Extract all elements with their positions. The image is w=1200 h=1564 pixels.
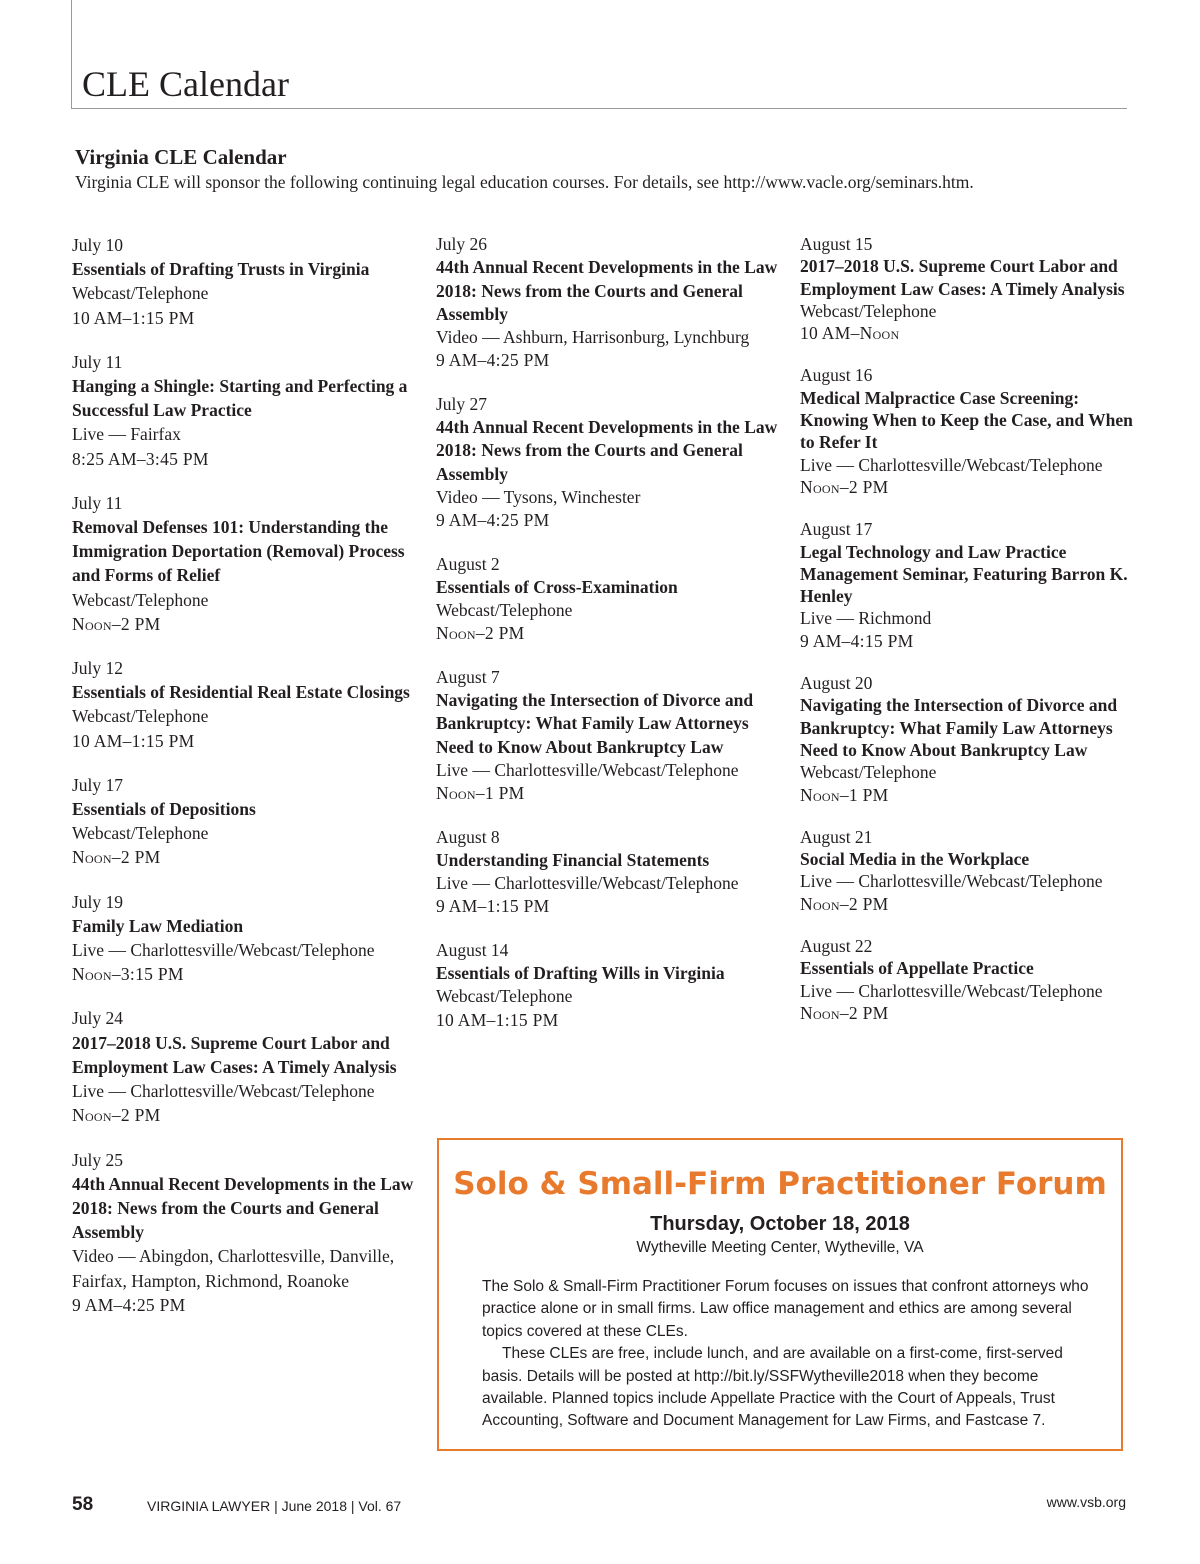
event-date: July 11 — [72, 492, 123, 513]
event-time: Noon–3:15 PM — [72, 964, 184, 985]
event-format: Live — Charlottesville/Webcast/Telephone — [800, 871, 1103, 892]
forum-title: Solo & Small-Firm Practitioner Forum — [453, 1166, 1107, 1202]
calendar-event — [436, 666, 786, 806]
event-time: Noon–2 PM — [436, 623, 525, 644]
event-time: 9 AM–4:25 PM — [72, 1294, 186, 1315]
event-time: Noon–2 PM — [800, 893, 889, 914]
event-format: Live — Richmond — [800, 608, 932, 629]
event-format: Webcast/Telephone — [436, 986, 573, 1007]
event-time: 10 AM–1:15 PM — [436, 1009, 559, 1030]
event-date: August 7 — [436, 666, 500, 687]
event-title: Removal Defenses 101: Understanding the Immigration Deportation (Removal) Process and Forms of Relief — [72, 517, 405, 586]
forum-body — [482, 1276, 1091, 1433]
header-left-rule — [71, 0, 72, 108]
calendar-event — [72, 233, 417, 330]
calendar-event — [72, 1006, 417, 1127]
event-format: Live — Charlottesville/Webcast/Telephone — [72, 940, 375, 961]
event-title: 44th Annual Recent Developments in the Law 2018: News from the Courts and General Assembly — [436, 417, 778, 484]
event-time: 8:25 AM–3:45 PM — [72, 448, 209, 469]
forum-announcement-box — [437, 1138, 1123, 1451]
event-date: July 26 — [436, 234, 488, 254]
footer-url: www.vsb.org — [1046, 1494, 1126, 1510]
calendar-event — [800, 672, 1145, 806]
event-title: Medical Malpractice Case Screening: Knowing When to Keep the Case, and When to Refer It — [800, 387, 1133, 453]
event-title: Social Media in the Workplace — [800, 849, 1030, 870]
page-number: 58 — [72, 1494, 94, 1515]
event-title: 44th Annual Recent Developments in the Law 2018: News from the Courts and General Assembly — [72, 1173, 414, 1243]
event-title: Navigating the Intersection of Divorce and Bankruptcy: What Family Law Attorneys Need to Know About Bankruptcy Law — [800, 695, 1118, 760]
event-date: August 16 — [800, 365, 873, 386]
calendar-event — [800, 826, 1145, 915]
calendar-event — [800, 935, 1145, 1024]
event-time: Noon–2 PM — [72, 613, 161, 634]
event-title: Navigating the Intersection of Divorce and Bankruptcy: What Family Law Attorneys Need to Know About Bankruptcy Law — [436, 690, 754, 757]
event-date: August 8 — [436, 826, 500, 847]
event-title: Essentials of Cross-Examination — [436, 576, 678, 597]
event-date: August 21 — [800, 826, 873, 847]
calendar-event — [436, 393, 786, 533]
event-date: August 22 — [800, 936, 873, 957]
event-date: August 20 — [800, 673, 873, 694]
event-title: Essentials of Depositions — [72, 799, 256, 820]
event-title: 2017–2018 U.S. Supreme Court Labor and Employment Law Cases: A Timely Analysis — [72, 1032, 397, 1077]
calendar-event — [800, 233, 1145, 344]
calendar-event — [800, 364, 1145, 498]
event-date: July 10 — [72, 235, 124, 255]
event-format: Webcast/Telephone — [72, 706, 209, 727]
section-intro: Virginia CLE will sponsor the following continuing legal education courses. For details, see http://www.vacle.org/seminars.htm. — [75, 172, 974, 192]
header-divider — [71, 108, 1127, 109]
event-date: July 25 — [72, 1149, 124, 1170]
event-title: Legal Technology and Law Practice Management Seminar, Featuring Barron K. Henley — [800, 541, 1128, 607]
event-date: July 24 — [72, 1008, 124, 1029]
event-time: 10 AM–1:15 PM — [72, 730, 195, 751]
event-time: Noon–2 PM — [72, 847, 161, 868]
calendar-event — [72, 1148, 417, 1317]
event-date: August 14 — [436, 939, 509, 960]
event-format: Webcast/Telephone — [72, 823, 209, 844]
event-format: Webcast/Telephone — [72, 283, 209, 304]
event-title: Family Law Mediation — [72, 915, 244, 936]
event-time: 9 AM–4:25 PM — [436, 350, 550, 371]
event-format: Webcast/Telephone — [72, 589, 209, 610]
calendar-event — [72, 773, 417, 870]
calendar-event — [72, 350, 417, 471]
event-format: Live — Charlottesville/Webcast/Telephone — [436, 873, 739, 894]
event-format: Video — Ashburn, Harrisonburg, Lynchburg — [436, 327, 750, 348]
event-time: Noon–2 PM — [800, 1002, 889, 1023]
calendar-event — [436, 939, 786, 1032]
event-time: 9 AM–4:25 PM — [436, 510, 550, 531]
publication-info: VIRGINIA LAWYER | June 2018 | Vol. 67 — [147, 1498, 402, 1514]
event-title: 44th Annual Recent Developments in the Law 2018: News from the Courts and General Assembly — [436, 257, 778, 324]
event-format: Live — Charlottesville/Webcast/Telephone — [800, 454, 1103, 475]
event-date: July 27 — [436, 393, 488, 414]
event-title: Essentials of Drafting Trusts in Virginia — [72, 259, 370, 280]
calendar-event — [800, 518, 1145, 652]
event-time: 9 AM–1:15 PM — [436, 896, 550, 917]
event-date: July 17 — [72, 774, 124, 795]
event-time: Noon–2 PM — [800, 476, 889, 497]
event-format: Webcast/Telephone — [436, 600, 573, 621]
calendar-column-1 — [72, 233, 417, 1337]
section-title: Virginia CLE Calendar — [75, 145, 287, 169]
event-time: 10 AM–1:15 PM — [72, 307, 195, 328]
event-title: Essentials of Drafting Wills in Virginia — [436, 963, 725, 984]
calendar-event — [436, 553, 786, 646]
event-time: Noon–1 PM — [436, 783, 525, 804]
event-title: 2017–2018 U.S. Supreme Court Labor and Employment Law Cases: A Timely Analysis — [800, 256, 1125, 299]
event-format: Webcast/Telephone — [800, 300, 937, 321]
event-date: July 11 — [72, 351, 123, 372]
event-format: Live — Charlottesville/Webcast/Telephone — [800, 980, 1103, 1001]
event-time: Noon–1 PM — [800, 784, 889, 805]
event-format: Webcast/Telephone — [800, 762, 937, 783]
calendar-event — [436, 233, 786, 373]
event-title: Essentials of Residential Real Estate Closings — [72, 682, 410, 703]
event-title: Understanding Financial Statements — [436, 849, 710, 870]
forum-date: Thursday, October 18, 2018 — [650, 1213, 910, 1235]
calendar-event — [72, 491, 417, 636]
calendar-column-3 — [800, 233, 1145, 1044]
forum-paragraph: The Solo & Small-Firm Practitioner Forum focuses on issues that confront attorneys who practice alone or in small firms. Law office management and ethics are among several topics covered at these CLEs. — [482, 1278, 1089, 1340]
event-date: July 12 — [72, 658, 124, 679]
calendar-event — [72, 890, 417, 987]
forum-location: Wytheville Meeting Center, Wytheville, VA — [636, 1239, 924, 1256]
calendar-column-2 — [436, 233, 786, 1052]
event-date: August 2 — [436, 553, 500, 574]
event-title: Hanging a Shingle: Starting and Perfecting a Successful Law Practice — [72, 376, 408, 421]
page-title: CLE Calendar — [82, 64, 289, 104]
event-time: 9 AM–4:15 PM — [800, 630, 914, 651]
event-time: Noon–2 PM — [72, 1105, 161, 1126]
event-date: August 17 — [800, 519, 873, 540]
calendar-event — [72, 656, 417, 753]
event-format: Live — Charlottesville/Webcast/Telephone — [436, 759, 739, 780]
forum-paragraph: These CLEs are free, include lunch, and are available on a first-come, first-served basis. Details will be posted at http://bit.ly/SSFWytheville2018 when they become available. Planned topics include Appellate Practice with the Court of Appeals, Trust Accounting, Software and Document Management for Law Firms, and Fastcase 7. — [482, 1345, 1063, 1430]
event-format: Live — Charlottesville/Webcast/Telephone — [72, 1081, 375, 1102]
event-date: July 19 — [72, 891, 124, 912]
event-date: August 15 — [800, 234, 873, 254]
event-format: Live — Fairfax — [72, 424, 181, 445]
event-title: Essentials of Appellate Practice — [800, 958, 1034, 979]
calendar-event — [436, 826, 786, 919]
event-format: Video — Tysons, Winchester — [436, 486, 641, 507]
event-format: Video — Abingdon, Charlottesville, Danville, Fairfax, Hampton, Richmond, Roanoke — [72, 1246, 395, 1291]
event-time: 10 AM–Noon — [800, 323, 900, 344]
